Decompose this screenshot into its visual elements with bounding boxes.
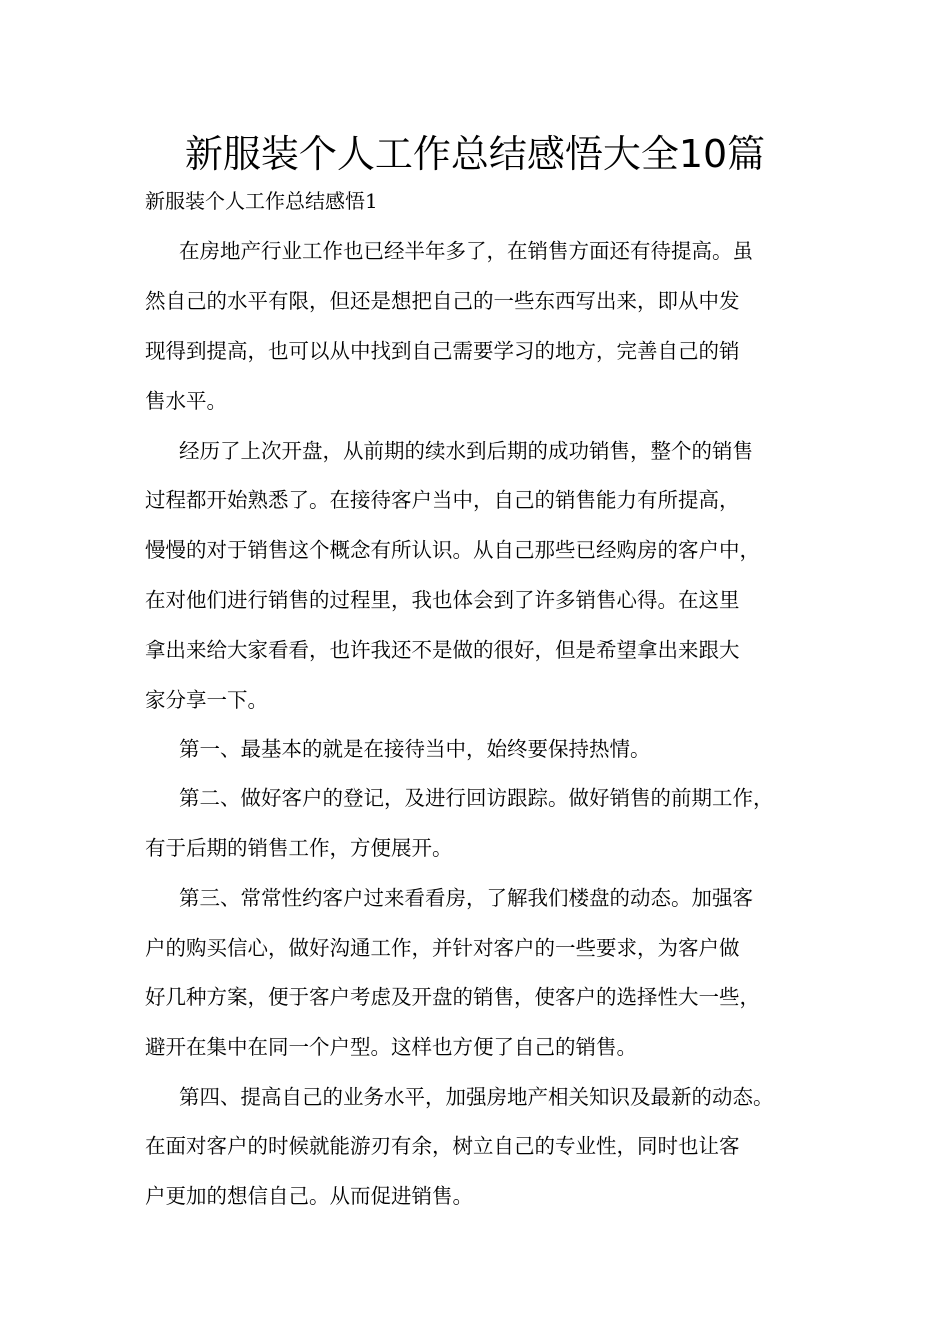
paragraph-line: 第三、常常性约客户过来看看房，了解我们楼盘的动态。加强客 [179,886,753,910]
paragraph-line: 拿出来给大家看看，也许我还不是做的很好，但是希望拿出来跟大 [145,638,740,662]
paragraph-line: 避开在集中在同一个户型。这样也方便了自己的销售。 [145,1035,637,1059]
paragraph-line: 好几种方案，便于客户考虑及开盘的销售，使客户的选择性大一些， [145,985,760,1009]
paragraph-line: 有于后期的销售工作，方便展开。 [145,836,453,860]
paragraph-line: 第四、提高自己的业务水平，加强房地产相关知识及最新的动态。 [179,1085,774,1109]
document-title: 新服装个人工作总结感悟大全10篇 [184,132,766,176]
paragraph-line: 经历了上次开盘，从前期的续水到后期的成功销售，整个的销售 [179,439,753,463]
paragraph-line: 慢慢的对于销售这个概念有所认识。从自己那些已经购房的客户中， [145,538,760,562]
paragraph-line: 家分享一下。 [145,688,268,712]
paragraph-line: 现得到提高，也可以从中找到自己需要学习的地方，完善自己的销 [145,339,740,363]
paragraph-line: 第二、做好客户的登记，及进行回访跟踪。做好销售的前期工作， [179,786,774,810]
section-heading: 新服装个人工作总结感悟1 [145,189,378,213]
paragraph-line: 户的购买信心，做好沟通工作，并针对客户的一些要求，为客户做 [145,936,740,960]
paragraph-line: 在面对客户的时候就能游刃有余，树立自己的专业性，同时也让客 [145,1134,740,1158]
paragraph-line: 然自己的水平有限，但还是想把自己的一些东西写出来，即从中发 [145,289,740,313]
paragraph-line: 在房地产行业工作也已经半年多了，在销售方面还有待提高。虽 [179,239,753,263]
paragraph-line: 过程都开始熟悉了。在接待客户当中，自己的销售能力有所提高， [145,488,740,512]
paragraph-line: 户更加的想信自己。从而促进销售。 [145,1184,473,1208]
paragraph-line: 第一、最基本的就是在接待当中，始终要保持热情。 [179,737,651,761]
paragraph-line: 在对他们进行销售的过程里，我也体会到了许多销售心得。在这里 [145,588,740,612]
paragraph-line: 售水平。 [145,389,227,413]
